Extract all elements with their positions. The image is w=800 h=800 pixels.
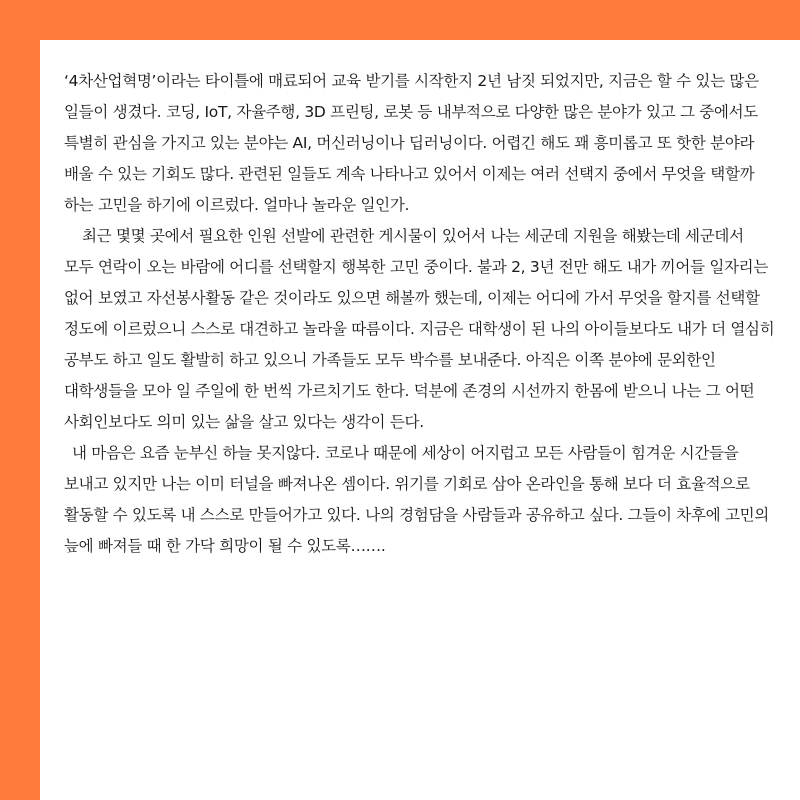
essay-body <box>64 66 776 562</box>
paragraph-2: 최근 몇몇 곳에서 필요한 인원 선발에 관련한 게시물이 있어서 나는 세군데 지원을 해봤는데 세군데서 모두 연락이 오는 바람에 어디를 선택할지 행복한 고민 중이다. 불과 2, 3년 전만 해도 내가 끼어들 일자리는 없어 보였고 자선봉사활동 같은 것이라도 있으면 해볼까 했는데, 이제는 어디에 가서 무엇을 할지를 선택할 정도에 이르렀으니 스스로 대견하고 놀라울 따름이다. 지금은 대학생이 된 나의 아이들보다도 내가 더 열심히 공부도 하고 일도 활발히 하고 있으니 가족들도 모두 박수를 보내준다. 아직은 이쪽 분야에 문외한인 대학생들을 모아 일 주일에 한 번씩 가르치기도 한다. 덕분에 존경의 시선까지 한몸에 받으니 나는 그 어떤 사회인보다도 의미 있는 삶을 살고 있다는 생각이 든다. <box>64 227 775 431</box>
paragraph-3: 내 마음은 요즘 눈부신 하늘 못지않다. 코로나 때문에 세상이 어지럽고 모든 사람들이 힘겨운 시간들을 보내고 있지만 나는 이미 터널을 빠져나온 셈이다. 위기를 기회로 삼아 온라인을 통해 보다 더 효율적으로 활동할 수 있도록 내 스스로 만들어가고 있다. 나의 경험담을 사람들과 공유하고 싶다. 그들이 차후에 고민의 늪에 빠져들 때 한 가닥 희망이 될 수 있도록……. <box>64 444 769 555</box>
paragraph-1: ‘4차산업혁명’이라는 타이틀에 매료되어 교육 받기를 시작한지 2년 남짓 되었지만, 지금은 할 수 있는 많은 일들이 생겼다. 코딩, IoT, 자율주행, 3D 프린팅, 로봇 등 내부적으로 다양한 많은 분야가 있고 그 중에서도 특별히 관심을 가지고 있는 분야는 AI, 머신러닝이나 딥러닝이다. 어렵긴 해도 꽤 흥미롭고 또 핫한 분야라 배울 수 있는 기회도 많다. 관련된 일들도 계속 나타나고 있어서 이제는 여러 선택지 중에서 무엇을 택할까 하는 고민을 하기에 이르렀다. 얼마나 놀라운 일인가. <box>64 72 759 214</box>
document-sheet <box>40 40 800 800</box>
